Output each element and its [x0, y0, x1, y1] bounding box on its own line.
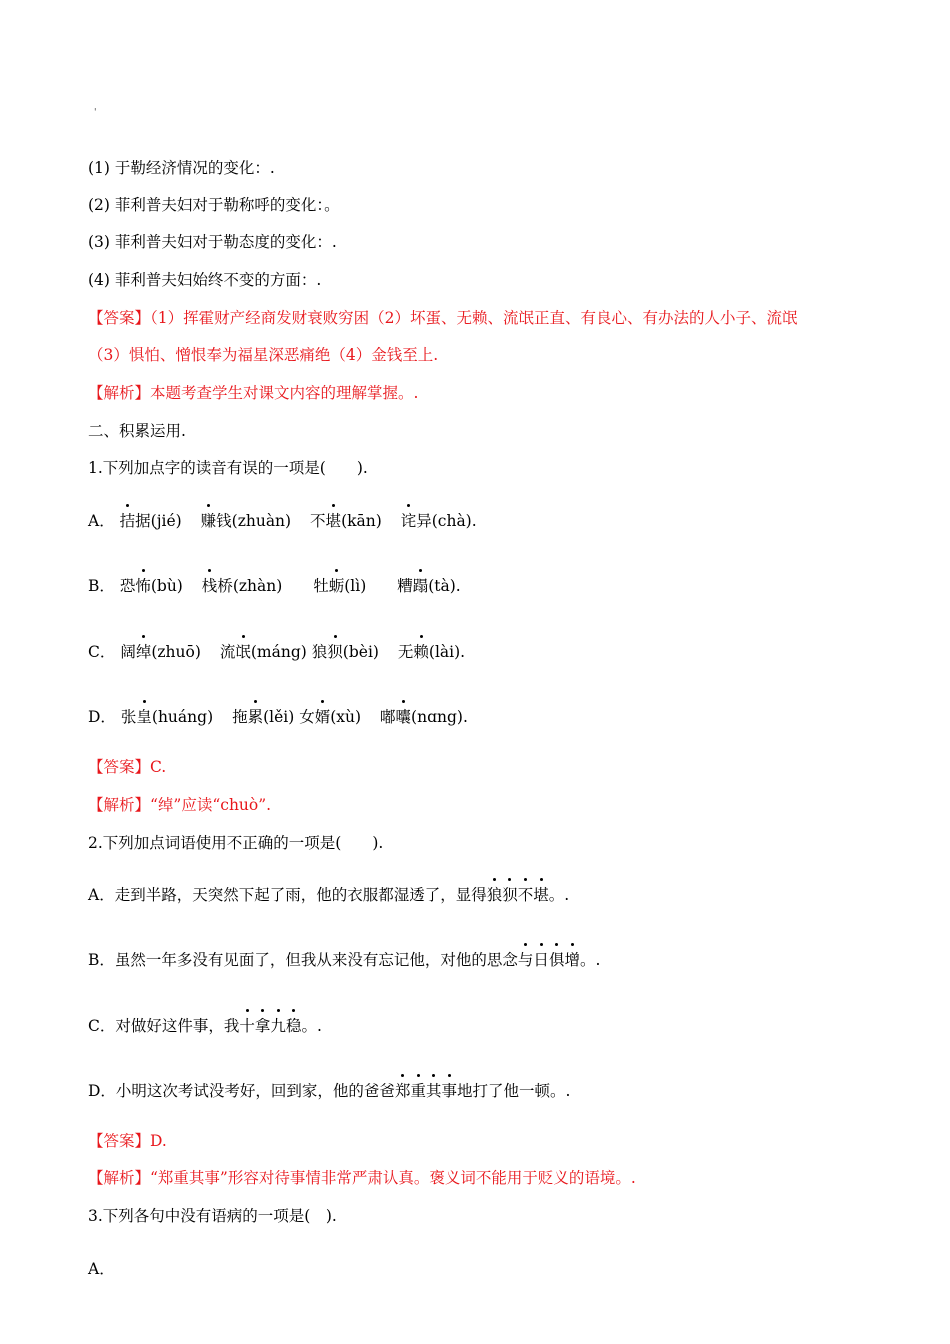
sub-item-2: (2) 菲利普夫妇对于勒称呼的变化：。: [88, 196, 340, 214]
dotted-char: 狼: [486, 886, 503, 904]
option-word: 狼狈(bèi): [311, 643, 379, 661]
dotted-char: 十: [239, 1017, 255, 1035]
q1-option-c: [88, 641, 465, 663]
answer-q1: 【答案】C.: [88, 758, 167, 776]
option-word: 诧异(chà).: [400, 512, 477, 530]
answer-1-line-2: （3）惧怕、憎恨奉为福星深恶痛绝（4）金钱至上.: [88, 346, 439, 364]
dotted-char: 诧: [400, 512, 417, 530]
answer-1-line-1: 【答案】（1）挥霍财产经商发财衰败穷困（2）坏蛋、无赖、流氓正直、有良心、有办法的人小子、流氓: [88, 309, 798, 327]
option-letter: D．: [88, 708, 116, 726]
option-letter: C．: [88, 643, 116, 661]
dotted-char: 不: [517, 886, 534, 904]
q1-option-d: [88, 706, 468, 728]
dotted-char: 蹋: [412, 577, 429, 595]
dotted-char: 与: [517, 951, 534, 969]
dotted-char: 囔: [395, 708, 412, 726]
dotted-char: 其: [425, 1082, 442, 1100]
question-1-stem: 1.下列加点字的读音有误的一项是( ).: [88, 459, 368, 477]
option-word: 赚钱(zhuàn): [200, 512, 292, 530]
dotted-char: 狈: [327, 643, 343, 661]
dotted-char: 拿: [254, 1017, 271, 1035]
sub-item-1: (1) 于勒经济情况的变化：.: [88, 159, 275, 177]
option-word: 嘟囔(nɑng).: [380, 708, 468, 726]
dotted-char: 俱: [548, 951, 565, 969]
dotted-char: 赚: [200, 512, 217, 530]
q2-option-a: A．走到半路，天突然下起了雨，他的衣服都湿透了，显得狼狈不堪。.: [88, 886, 570, 904]
dotted-char: 皇: [136, 708, 152, 726]
analysis-q1: 【解析】“绰”应读“chuò”.: [88, 796, 272, 814]
option-word: 拮据(jié): [119, 512, 182, 530]
top-mark: ': [94, 108, 97, 118]
dotted-char: 堪: [533, 886, 549, 904]
sub-item-3: (3) 菲利普夫妇对于勒态度的变化：.: [88, 233, 337, 251]
dotted-char: 绰: [135, 643, 152, 661]
q2-option-d: D．小明这次考试没考好，回到家，他的爸爸郑重其事地打了他一顿。.: [88, 1082, 571, 1100]
dotted-char: 婿: [314, 708, 331, 726]
section-2-title: 二、积累运用.: [88, 422, 186, 440]
dotted-char: 日: [533, 951, 549, 969]
dotted-char: 栈: [201, 577, 218, 595]
dotted-char: 重: [410, 1082, 426, 1100]
dotted-char: 郑: [394, 1082, 411, 1100]
option-letter: B．: [88, 577, 115, 595]
option-word: 女婿(xù): [299, 708, 362, 726]
answer-q2: 【答案】D.: [88, 1132, 167, 1150]
dotted-char: 稳: [285, 1017, 302, 1035]
option-word: 流氓(máng): [219, 643, 307, 661]
option-word: 糟蹋(tà).: [397, 577, 461, 595]
dotted-char: 赖: [413, 643, 429, 661]
dotted-char: 累: [247, 708, 264, 726]
q3-option-a: A．: [88, 1260, 115, 1278]
dotted-char: 蛎: [328, 577, 345, 595]
option-word: 拖累(lěi): [232, 708, 295, 726]
dotted-char: 九: [270, 1017, 286, 1035]
option-word: 无赖(lài).: [397, 643, 466, 661]
dotted-char: 狈: [502, 886, 518, 904]
dotted-char: 氓: [235, 643, 251, 661]
question-3-stem: 3.下列各句中没有语病的一项是( ).: [88, 1207, 337, 1225]
option-word: 恐怖(bù): [119, 577, 183, 595]
option-word: 不堪(kān): [310, 512, 382, 530]
option-letter: A．: [88, 512, 115, 530]
q2-option-b: B．虽然一年多没有见面了，但我从来没有忘记他，对他的思念与日俱增。.: [88, 951, 601, 969]
q2-option-c: C．对做好这件事，我十拿九稳。.: [88, 1017, 322, 1035]
dotted-char: 增: [564, 951, 580, 969]
analysis-q2: 【解析】“郑重其事”形容对待事情非常严肃认真。褒义词不能用于贬义的语境。.: [88, 1169, 636, 1187]
dotted-char: 拮: [119, 512, 136, 530]
question-2-stem: 2.下列加点词语使用不正确的一项是( ).: [88, 834, 384, 852]
option-word: 阔绰(zhuō): [120, 643, 201, 661]
dotted-char: 堪: [325, 512, 342, 530]
option-word: 牡蛎(lì): [313, 577, 367, 595]
sub-item-4: (4) 菲利普夫妇始终不变的方面：.: [88, 271, 322, 289]
dotted-char: 怖: [135, 577, 151, 595]
option-word: 张皇(huáng): [120, 708, 214, 726]
option-word: 栈桥(zhàn): [201, 577, 283, 595]
analysis-1: 【解析】本题考查学生对课文内容的理解掌握。.: [88, 384, 419, 402]
dotted-char: 事: [441, 1082, 457, 1100]
q1-option-b: [88, 575, 461, 597]
q1-option-a: [88, 510, 477, 532]
